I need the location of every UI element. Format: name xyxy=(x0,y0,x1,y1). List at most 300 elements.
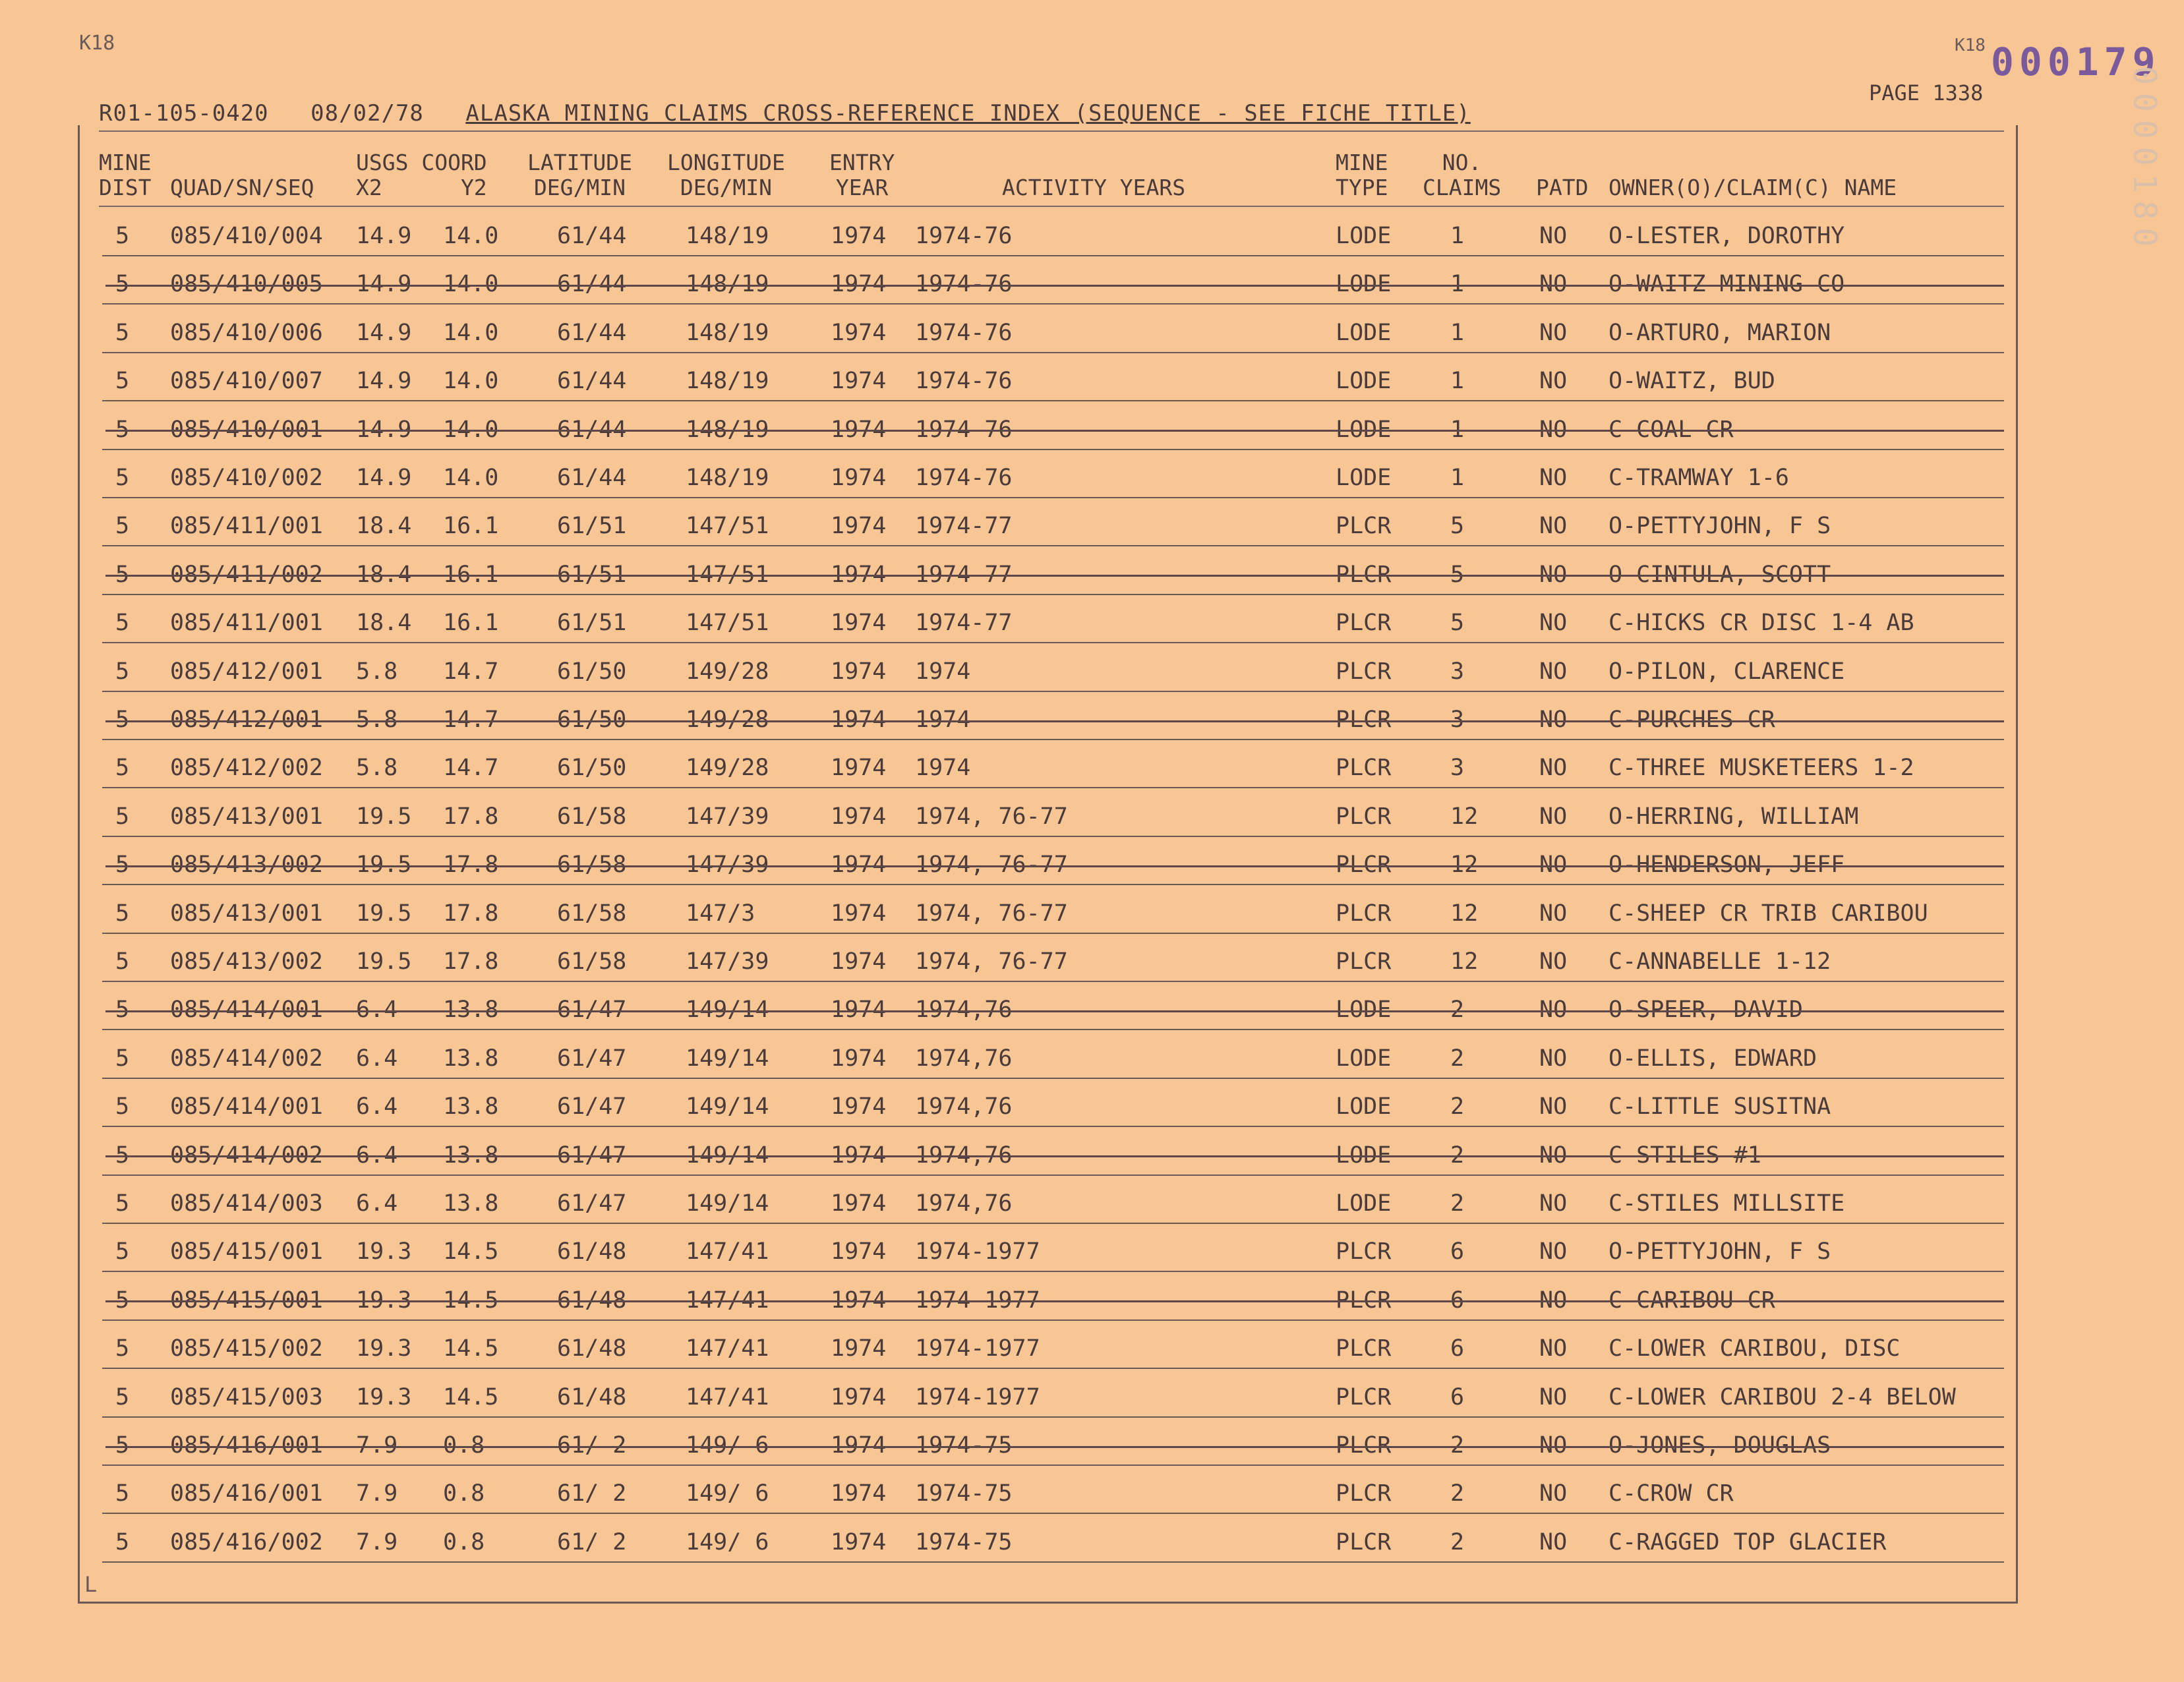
cell-activity-years: 1974-77 xyxy=(915,561,1013,588)
cell-mine-dist: 5 xyxy=(115,1190,130,1217)
cell-quad-sn-seq: 085/410/002 xyxy=(170,465,323,491)
cell-usgs-x2: 5.8 xyxy=(356,755,398,782)
cell-claims: 2 xyxy=(1450,1045,1465,1072)
cell-mine-dist: 5 xyxy=(115,1238,130,1265)
cell-quad-sn-seq: 085/410/007 xyxy=(170,368,323,395)
cell-patd: NO xyxy=(1539,1480,1568,1507)
cell-patd: NO xyxy=(1539,803,1568,830)
cell-quad-sn-seq: 085/412/001 xyxy=(170,707,323,733)
cell-mine-dist: 5 xyxy=(115,997,130,1024)
cell-activity-years: 1974, 76-77 xyxy=(915,948,1068,975)
cell-owner-claim-name: O-JONES, DOUGLAS xyxy=(1608,1432,1831,1459)
cell-mine-dist: 5 xyxy=(115,1480,130,1507)
cell-longitude: 149/ 6 xyxy=(686,1528,769,1555)
cell-quad-sn-seq: 085/413/001 xyxy=(170,803,323,830)
cell-mine-type: PLCR xyxy=(1336,561,1392,588)
cell-mine-type: PLCR xyxy=(1336,658,1392,685)
side-stamp-number: 0000180 xyxy=(2126,66,2163,255)
cell-longitude: 149/28 xyxy=(686,707,769,733)
cell-mine-type: PLCR xyxy=(1336,1287,1392,1314)
corner-mark: L xyxy=(84,1572,98,1597)
cell-owner-claim-name: O-SPEER, DAVID xyxy=(1608,997,1804,1024)
cell-activity-years: 1974, 76-77 xyxy=(915,803,1068,830)
cell-latitude: 61/50 xyxy=(557,658,627,685)
cell-usgs-y2: 17.8 xyxy=(443,900,499,927)
cell-usgs-x2: 18.4 xyxy=(356,610,412,637)
cell-latitude: 61/44 xyxy=(557,465,627,491)
cell-mine-type: PLCR xyxy=(1336,1238,1392,1265)
cell-patd: NO xyxy=(1539,1335,1568,1362)
cell-quad-sn-seq: 085/415/001 xyxy=(170,1287,323,1314)
cell-usgs-y2: 0.8 xyxy=(443,1432,485,1459)
cell-entry-year: 1974 xyxy=(831,1093,887,1120)
cell-entry-year: 1974 xyxy=(831,948,887,975)
cell-activity-years: 1974 xyxy=(915,707,971,733)
cell-mine-dist: 5 xyxy=(115,223,130,249)
cell-mine-type: PLCR xyxy=(1336,610,1392,637)
cell-owner-claim-name: C-RAGGED TOP GLACIER xyxy=(1608,1528,1887,1555)
cell-activity-years: 1974 xyxy=(915,755,971,782)
cell-owner-claim-name: C-STILES MILLSITE xyxy=(1608,1190,1845,1217)
cell-usgs-y2: 16.1 xyxy=(443,513,499,540)
cell-mine-type: PLCR xyxy=(1336,948,1392,975)
page-frame xyxy=(78,125,2018,1604)
cell-usgs-y2: 14.0 xyxy=(443,368,499,395)
cell-latitude: 61/50 xyxy=(557,707,627,733)
cell-mine-dist: 5 xyxy=(115,319,130,346)
cell-entry-year: 1974 xyxy=(831,561,887,588)
cell-latitude: 61/50 xyxy=(557,755,627,782)
cell-longitude: 147/39 xyxy=(686,852,769,879)
cell-claims: 3 xyxy=(1450,755,1465,782)
cell-entry-year: 1974 xyxy=(831,1142,887,1169)
cell-usgs-y2: 17.8 xyxy=(443,948,499,975)
cell-mine-type: PLCR xyxy=(1336,1335,1392,1362)
cell-quad-sn-seq: 085/415/001 xyxy=(170,1238,323,1265)
cell-longitude: 148/19 xyxy=(686,416,769,443)
cell-mine-type: PLCR xyxy=(1336,1432,1392,1459)
cell-quad-sn-seq: 085/416/002 xyxy=(170,1528,323,1555)
cell-entry-year: 1974 xyxy=(831,1238,887,1265)
cell-mine-dist: 5 xyxy=(115,465,130,491)
cell-owner-claim-name: O-PETTYJOHN, F S xyxy=(1608,513,1831,540)
cell-entry-year: 1974 xyxy=(831,1335,887,1362)
cell-claims: 5 xyxy=(1450,561,1465,588)
cell-claims: 2 xyxy=(1450,1190,1465,1217)
cell-usgs-x2: 14.9 xyxy=(356,223,412,249)
cell-owner-claim-name: O-ELLIS, EDWARD xyxy=(1608,1045,1817,1072)
cell-latitude: 61/51 xyxy=(557,513,627,540)
cell-mine-dist: 5 xyxy=(115,271,130,298)
cell-patd: NO xyxy=(1539,997,1568,1024)
cell-owner-claim-name: C-LOWER CARIBOU 2-4 BELOW xyxy=(1608,1383,1956,1410)
cell-patd: NO xyxy=(1539,610,1568,637)
cell-usgs-y2: 14.0 xyxy=(443,223,499,249)
cell-mine-dist: 5 xyxy=(115,561,130,588)
cell-longitude: 147/41 xyxy=(686,1383,769,1410)
cell-mine-dist: 5 xyxy=(115,1142,130,1169)
corner-label-left: K18 xyxy=(79,32,115,55)
cell-claims: 1 xyxy=(1450,416,1465,443)
cell-latitude: 61/48 xyxy=(557,1238,627,1265)
cell-activity-years: 1974,76 xyxy=(915,997,1013,1024)
cell-entry-year: 1974 xyxy=(831,852,887,879)
cell-activity-years: 1974-1977 xyxy=(915,1335,1040,1362)
cell-usgs-y2: 13.8 xyxy=(443,1190,499,1217)
cell-activity-years: 1974, 76-77 xyxy=(915,900,1068,927)
cell-usgs-x2: 14.9 xyxy=(356,319,412,346)
cell-entry-year: 1974 xyxy=(831,1528,887,1555)
cell-owner-claim-name: C-LOWER CARIBOU, DISC xyxy=(1608,1335,1901,1362)
cell-patd: NO xyxy=(1539,271,1568,298)
cell-mine-dist: 5 xyxy=(115,1528,130,1555)
cell-usgs-x2: 19.3 xyxy=(356,1383,412,1410)
cell-latitude: 61/48 xyxy=(557,1383,627,1410)
cell-longitude: 148/19 xyxy=(686,271,769,298)
cell-patd: NO xyxy=(1539,948,1568,975)
cell-usgs-x2: 19.5 xyxy=(356,948,412,975)
cell-quad-sn-seq: 085/413/001 xyxy=(170,900,323,927)
cell-longitude: 148/19 xyxy=(686,465,769,491)
cell-usgs-y2: 14.0 xyxy=(443,416,499,443)
cell-usgs-x2: 6.4 xyxy=(356,997,398,1024)
cell-patd: NO xyxy=(1539,368,1568,395)
cell-longitude: 149/28 xyxy=(686,658,769,685)
report-id: R01-105-0420 xyxy=(99,100,269,127)
cell-longitude: 149/ 6 xyxy=(686,1480,769,1507)
cell-mine-type: PLCR xyxy=(1336,1383,1392,1410)
cell-activity-years: 1974,76 xyxy=(915,1190,1013,1217)
cell-owner-claim-name: O-HERRING, WILLIAM xyxy=(1608,803,1859,830)
cell-patd: NO xyxy=(1539,223,1568,249)
cell-mine-dist: 5 xyxy=(115,610,130,637)
cell-activity-years: 1974-75 xyxy=(915,1528,1013,1555)
cell-activity-years: 1974-1977 xyxy=(915,1238,1040,1265)
cell-longitude: 149/ 6 xyxy=(686,1432,769,1459)
cell-mine-type: LODE xyxy=(1336,1142,1392,1169)
cell-entry-year: 1974 xyxy=(831,1190,887,1217)
cell-quad-sn-seq: 085/414/001 xyxy=(170,997,323,1024)
cell-longitude: 147/41 xyxy=(686,1287,769,1314)
cell-entry-year: 1974 xyxy=(831,1432,887,1459)
cell-entry-year: 1974 xyxy=(831,1045,887,1072)
cell-mine-type: PLCR xyxy=(1336,513,1392,540)
cell-claims: 12 xyxy=(1450,948,1479,975)
cell-latitude: 61/44 xyxy=(557,319,627,346)
cell-claims: 1 xyxy=(1450,368,1465,395)
cell-owner-claim-name: O-PILON, CLARENCE xyxy=(1608,658,1845,685)
cell-usgs-x2: 18.4 xyxy=(356,561,412,588)
cell-mine-type: PLCR xyxy=(1336,755,1392,782)
cell-claims: 6 xyxy=(1450,1383,1465,1410)
cell-usgs-x2: 19.3 xyxy=(356,1335,412,1362)
cell-usgs-x2: 19.3 xyxy=(356,1238,412,1265)
cell-usgs-y2: 14.7 xyxy=(443,755,499,782)
cell-quad-sn-seq: 085/415/003 xyxy=(170,1383,323,1410)
cell-usgs-y2: 14.5 xyxy=(443,1238,499,1265)
cell-quad-sn-seq: 085/413/002 xyxy=(170,948,323,975)
cell-latitude: 61/58 xyxy=(557,803,627,830)
cell-activity-years: 1974-76 xyxy=(915,223,1013,249)
col-header-activity-years: ACTIVITY YEARS xyxy=(1002,175,1186,200)
cell-claims: 2 xyxy=(1450,1093,1465,1120)
cell-claims: 5 xyxy=(1450,610,1465,637)
cell-mine-dist: 5 xyxy=(115,1045,130,1072)
cell-activity-years: 1974-77 xyxy=(915,513,1013,540)
cell-mine-type: PLCR xyxy=(1336,707,1392,733)
cell-owner-claim-name: C-PURCHES CR xyxy=(1608,707,1775,733)
cell-usgs-y2: 13.8 xyxy=(443,1093,499,1120)
cell-longitude: 149/14 xyxy=(686,1093,769,1120)
cell-claims: 1 xyxy=(1450,465,1465,491)
cell-usgs-y2: 14.0 xyxy=(443,465,499,491)
cell-activity-years: 1974-76 xyxy=(915,465,1013,491)
cell-mine-type: LODE xyxy=(1336,416,1392,443)
cell-patd: NO xyxy=(1539,416,1568,443)
cell-usgs-y2: 14.0 xyxy=(443,319,499,346)
cell-longitude: 149/14 xyxy=(686,1190,769,1217)
cell-usgs-x2: 7.9 xyxy=(356,1528,398,1555)
cell-activity-years: 1974-76 xyxy=(915,271,1013,298)
col-header-longitude: LONGITUDE DEG/MIN xyxy=(667,150,785,200)
cell-usgs-x2: 19.5 xyxy=(356,803,412,830)
cell-usgs-y2: 14.5 xyxy=(443,1335,499,1362)
col-header-mine-dist: MINE DIST xyxy=(99,150,152,200)
cell-patd: NO xyxy=(1539,707,1568,733)
cell-entry-year: 1974 xyxy=(831,319,887,346)
cell-claims: 2 xyxy=(1450,1142,1465,1169)
cell-activity-years: 1974,76 xyxy=(915,1045,1013,1072)
cell-owner-claim-name: O-CINTULA, SCOTT xyxy=(1608,561,1831,588)
cell-entry-year: 1974 xyxy=(831,465,887,491)
cell-mine-type: LODE xyxy=(1336,1190,1392,1217)
cell-quad-sn-seq: 085/411/002 xyxy=(170,561,323,588)
cell-quad-sn-seq: 085/416/001 xyxy=(170,1480,323,1507)
cell-quad-sn-seq: 085/410/005 xyxy=(170,271,323,298)
cell-longitude: 147/39 xyxy=(686,803,769,830)
cell-usgs-x2: 14.9 xyxy=(356,271,412,298)
cell-latitude: 61/44 xyxy=(557,223,627,249)
col-header-entry-year: ENTRY YEAR xyxy=(829,150,895,200)
cell-usgs-y2: 0.8 xyxy=(443,1528,485,1555)
cell-patd: NO xyxy=(1539,1383,1568,1410)
cell-usgs-x2: 14.9 xyxy=(356,465,412,491)
cell-activity-years: 1974, 76-77 xyxy=(915,852,1068,879)
cell-usgs-y2: 14.7 xyxy=(443,658,499,685)
cell-activity-years: 1974-76 xyxy=(915,319,1013,346)
cell-owner-claim-name: C-TRAMWAY 1-6 xyxy=(1608,465,1789,491)
cell-mine-type: LODE xyxy=(1336,465,1392,491)
cell-usgs-x2: 5.8 xyxy=(356,707,398,733)
cell-claims: 1 xyxy=(1450,319,1465,346)
cell-longitude: 147/39 xyxy=(686,948,769,975)
cell-longitude: 147/3 xyxy=(686,900,755,927)
cell-mine-dist: 5 xyxy=(115,1093,130,1120)
cell-owner-claim-name: C-CROW CR xyxy=(1608,1480,1734,1507)
cell-usgs-y2: 17.8 xyxy=(443,852,499,879)
cell-claims: 12 xyxy=(1450,803,1479,830)
page-number: PAGE 1338 xyxy=(1869,80,1984,105)
cell-mine-type: PLCR xyxy=(1336,900,1392,927)
cell-patd: NO xyxy=(1539,1238,1568,1265)
cell-mine-type: LODE xyxy=(1336,223,1392,249)
cell-activity-years: 1974-76 xyxy=(915,368,1013,395)
cell-quad-sn-seq: 085/414/002 xyxy=(170,1045,323,1072)
cell-patd: NO xyxy=(1539,1287,1568,1314)
cell-owner-claim-name: O-LESTER, DOROTHY xyxy=(1608,223,1845,249)
cell-mine-dist: 5 xyxy=(115,1287,130,1314)
cell-quad-sn-seq: 085/411/001 xyxy=(170,610,323,637)
cell-usgs-y2: 13.8 xyxy=(443,1142,499,1169)
cell-longitude: 147/41 xyxy=(686,1238,769,1265)
cell-activity-years: 1974-75 xyxy=(915,1432,1013,1459)
col-header-claims: NO. CLAIMS xyxy=(1423,150,1502,200)
cell-mine-dist: 5 xyxy=(115,416,130,443)
cell-claims: 12 xyxy=(1450,900,1479,927)
cell-latitude: 61/47 xyxy=(557,1045,627,1072)
cell-activity-years: 1974-77 xyxy=(915,610,1013,637)
cell-claims: 6 xyxy=(1450,1238,1465,1265)
col-header-mine-type: MINE TYPE xyxy=(1336,150,1388,200)
cell-quad-sn-seq: 085/414/002 xyxy=(170,1142,323,1169)
cell-owner-claim-name: C-STILES #1 xyxy=(1608,1142,1761,1169)
cell-owner-claim-name: C-COAL CR xyxy=(1608,416,1734,443)
cell-longitude: 147/51 xyxy=(686,561,769,588)
cell-latitude: 61/44 xyxy=(557,271,627,298)
cell-mine-dist: 5 xyxy=(115,368,130,395)
cell-usgs-y2: 14.7 xyxy=(443,707,499,733)
cell-latitude: 61/47 xyxy=(557,1142,627,1169)
cell-mine-dist: 5 xyxy=(115,948,130,975)
cell-owner-claim-name: C-SHEEP CR TRIB CARIBOU xyxy=(1608,900,1928,927)
cell-latitude: 61/58 xyxy=(557,900,627,927)
cell-quad-sn-seq: 085/410/006 xyxy=(170,319,323,346)
cell-latitude: 61/ 2 xyxy=(557,1480,627,1507)
cell-owner-claim-name: C-ANNABELLE 1-12 xyxy=(1608,948,1831,975)
cell-latitude: 61/51 xyxy=(557,561,627,588)
cell-quad-sn-seq: 085/415/002 xyxy=(170,1335,323,1362)
cell-patd: NO xyxy=(1539,1528,1568,1555)
cell-quad-sn-seq: 085/410/004 xyxy=(170,223,323,249)
cell-mine-dist: 5 xyxy=(115,707,130,733)
cell-longitude: 147/51 xyxy=(686,610,769,637)
cell-usgs-y2: 13.8 xyxy=(443,997,499,1024)
cell-usgs-x2: 14.9 xyxy=(356,416,412,443)
cell-claims: 5 xyxy=(1450,513,1465,540)
cell-usgs-y2: 17.8 xyxy=(443,803,499,830)
cell-entry-year: 1974 xyxy=(831,803,887,830)
cell-mine-dist: 5 xyxy=(115,1383,130,1410)
cell-usgs-y2: 16.1 xyxy=(443,610,499,637)
cell-mine-dist: 5 xyxy=(115,803,130,830)
cell-activity-years: 1974-76 xyxy=(915,416,1013,443)
cell-latitude: 61/51 xyxy=(557,610,627,637)
cell-latitude: 61/47 xyxy=(557,1093,627,1120)
cell-claims: 12 xyxy=(1450,852,1479,879)
cell-activity-years: 1974,76 xyxy=(915,1142,1013,1169)
cell-usgs-x2: 6.4 xyxy=(356,1190,398,1217)
cell-entry-year: 1974 xyxy=(831,900,887,927)
cell-patd: NO xyxy=(1539,1045,1568,1072)
cell-mine-type: LODE xyxy=(1336,368,1392,395)
col-header-patd: PATD xyxy=(1536,175,1589,200)
cell-latitude: 61/44 xyxy=(557,368,627,395)
cell-entry-year: 1974 xyxy=(831,997,887,1024)
cell-entry-year: 1974 xyxy=(831,707,887,733)
cell-usgs-y2: 14.5 xyxy=(443,1383,499,1410)
cell-patd: NO xyxy=(1539,1432,1568,1459)
cell-longitude: 148/19 xyxy=(686,319,769,346)
cell-mine-dist: 5 xyxy=(115,1335,130,1362)
cell-entry-year: 1974 xyxy=(831,1383,887,1410)
cell-longitude: 149/14 xyxy=(686,1142,769,1169)
cell-usgs-x2: 14.9 xyxy=(356,368,412,395)
cell-claims: 2 xyxy=(1450,997,1465,1024)
cell-mine-type: PLCR xyxy=(1336,852,1392,879)
cell-patd: NO xyxy=(1539,465,1568,491)
cell-claims: 2 xyxy=(1450,1528,1465,1555)
cell-entry-year: 1974 xyxy=(831,368,887,395)
cell-quad-sn-seq: 085/412/001 xyxy=(170,658,323,685)
cell-usgs-y2: 14.0 xyxy=(443,271,499,298)
cell-usgs-y2: 13.8 xyxy=(443,1045,499,1072)
cell-quad-sn-seq: 085/416/001 xyxy=(170,1432,323,1459)
cell-usgs-x2: 7.9 xyxy=(356,1480,398,1507)
cell-claims: 1 xyxy=(1450,271,1465,298)
cell-entry-year: 1974 xyxy=(831,755,887,782)
cell-latitude: 61/48 xyxy=(557,1335,627,1362)
cell-claims: 3 xyxy=(1450,658,1465,685)
cell-usgs-x2: 7.9 xyxy=(356,1432,398,1459)
corner-label-right: K18 xyxy=(1955,36,1986,55)
cell-usgs-x2: 18.4 xyxy=(356,513,412,540)
cell-patd: NO xyxy=(1539,900,1568,927)
cell-owner-claim-name: O-PETTYJOHN, F S xyxy=(1608,1238,1831,1265)
cell-claims: 2 xyxy=(1450,1432,1465,1459)
cell-usgs-x2: 19.5 xyxy=(356,900,412,927)
cell-latitude: 61/ 2 xyxy=(557,1432,627,1459)
cell-usgs-y2: 0.8 xyxy=(443,1480,485,1507)
cell-owner-claim-name: O-HENDERSON, JEFF xyxy=(1608,852,1845,879)
col-header-quad: QUAD/SN/SEQ xyxy=(170,175,314,200)
cell-usgs-y2: 16.1 xyxy=(443,561,499,588)
cell-latitude: 61/44 xyxy=(557,416,627,443)
cell-mine-dist: 5 xyxy=(115,658,130,685)
cell-longitude: 148/19 xyxy=(686,368,769,395)
cell-activity-years: 1974,76 xyxy=(915,1093,1013,1120)
cell-longitude: 147/51 xyxy=(686,513,769,540)
cell-mine-type: LODE xyxy=(1336,1093,1392,1120)
cell-quad-sn-seq: 085/414/001 xyxy=(170,1093,323,1120)
cell-mine-type: PLCR xyxy=(1336,1480,1392,1507)
cell-mine-dist: 5 xyxy=(115,1432,130,1459)
cell-patd: NO xyxy=(1539,1142,1568,1169)
cell-owner-claim-name: O-WAITZ MINING CO xyxy=(1608,271,1845,298)
cell-patd: NO xyxy=(1539,319,1568,346)
cell-owner-claim-name: O-WAITZ, BUD xyxy=(1608,368,1775,395)
cell-longitude: 148/19 xyxy=(686,223,769,249)
cell-claims: 6 xyxy=(1450,1335,1465,1362)
cell-mine-type: LODE xyxy=(1336,271,1392,298)
cell-mine-dist: 5 xyxy=(115,513,130,540)
cell-entry-year: 1974 xyxy=(831,610,887,637)
cell-quad-sn-seq: 085/411/001 xyxy=(170,513,323,540)
cell-patd: NO xyxy=(1539,755,1568,782)
cell-owner-claim-name: C-THREE MUSKETEERS 1-2 xyxy=(1608,755,1914,782)
cell-usgs-x2: 6.4 xyxy=(356,1045,398,1072)
cell-usgs-y2: 14.5 xyxy=(443,1287,499,1314)
cell-patd: NO xyxy=(1539,513,1568,540)
